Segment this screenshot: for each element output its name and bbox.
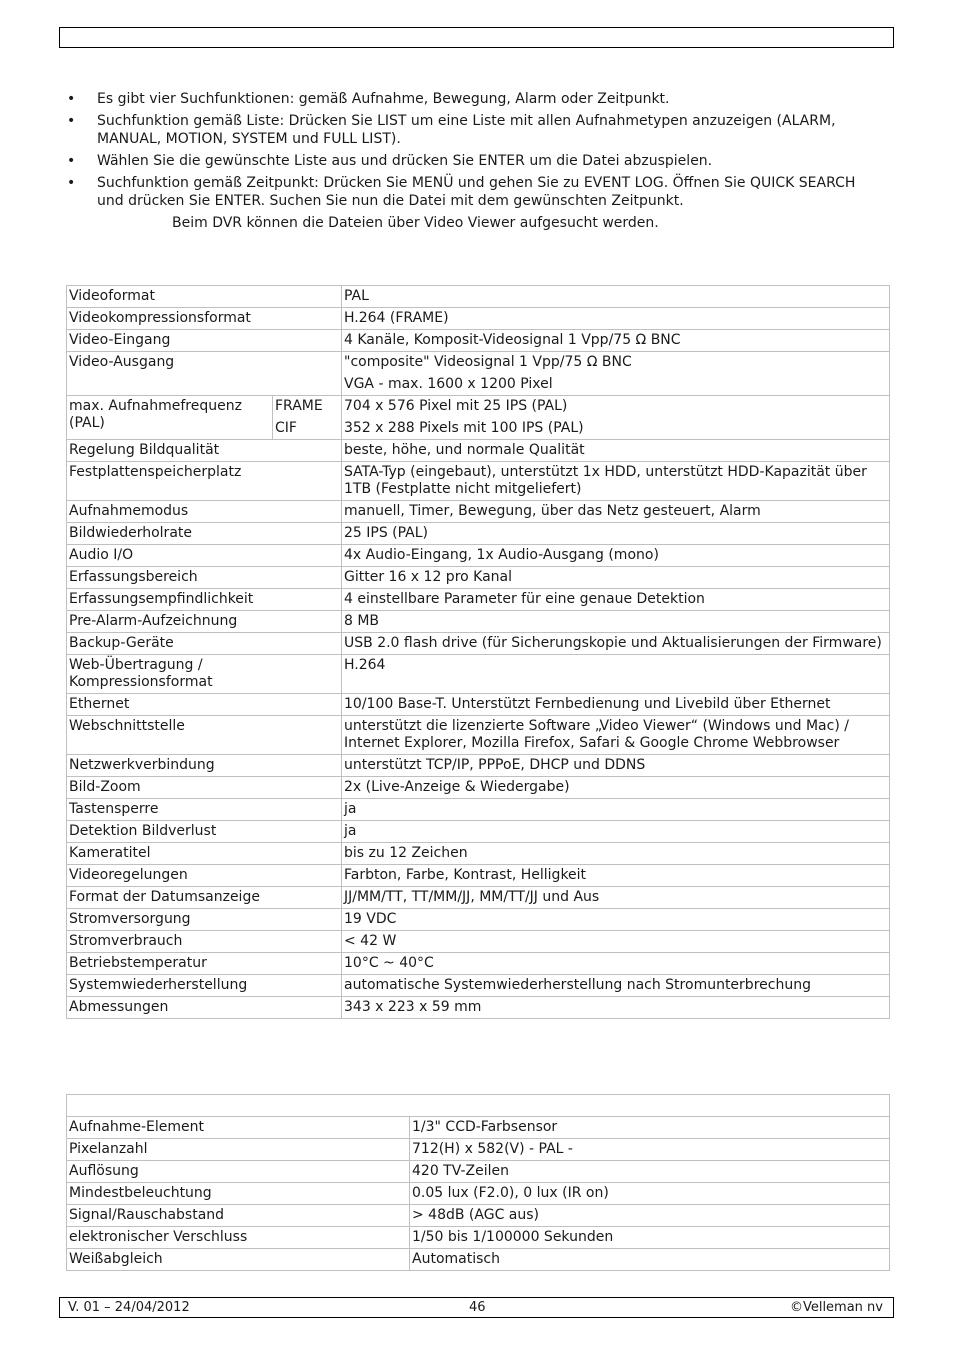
list-item: • Es gibt vier Suchfunktionen: gemäß Aufnahme, Bewegung, Alarm oder Zeitpunkt. bbox=[67, 91, 670, 107]
spec-label: Aufnahme-Element bbox=[67, 1117, 410, 1139]
table-row bbox=[67, 1117, 890, 1139]
spec-label: Abmessungen bbox=[67, 997, 342, 1019]
table-row bbox=[67, 887, 890, 909]
camera-table-header bbox=[67, 1095, 890, 1117]
list-item: • Suchfunktion gemäß Liste: Drücken Sie LIST um eine Liste mit allen Aufnahmetypen anzuzeigen (ALARM, MANUAL, MOTION, SYSTEM und FULL LIST). bbox=[67, 113, 836, 147]
table-row bbox=[67, 975, 890, 997]
spec-value: > 48dB (AGC aus) bbox=[410, 1205, 890, 1227]
spec-label: Stromverbrauch bbox=[67, 931, 342, 953]
spec-value: H.264 (FRAME) bbox=[342, 308, 890, 330]
table-row bbox=[67, 1139, 890, 1161]
spec-label: elektronischer Verschluss bbox=[67, 1227, 410, 1249]
table-row bbox=[67, 777, 890, 799]
spec-value: "composite" Videosignal 1 Vpp/75 Ω BNC VGA - max. 1600 x 1200 Pixel bbox=[342, 352, 890, 396]
table-row bbox=[67, 799, 890, 821]
spec-value: ja bbox=[342, 821, 890, 843]
spec-sublabel: FRAME CIF bbox=[273, 396, 342, 440]
bullet-icon: • bbox=[67, 153, 76, 169]
spec-value: 1/50 bis 1/100000 Sekunden bbox=[410, 1227, 890, 1249]
table-row bbox=[67, 755, 890, 777]
spec-label: Kameratitel bbox=[67, 843, 342, 865]
page-footer bbox=[59, 1297, 894, 1318]
spec-label: Systemwiederherstellung bbox=[67, 975, 342, 997]
spec-label: Signal/Rauschabstand bbox=[67, 1205, 410, 1227]
table-row bbox=[67, 1095, 890, 1117]
spec-value: SATA-Typ (eingebaut), unterstützt 1x HDD, unterstützt HDD-Kapazität über 1TB (Festplatte nicht mitgeliefert) bbox=[342, 462, 890, 501]
table-row bbox=[67, 1183, 890, 1205]
spec-value: USB 2.0 flash drive (für Sicherungskopie und Aktualisierungen der Firmware) bbox=[342, 633, 890, 655]
spec-label: Videoformat bbox=[67, 286, 342, 308]
table-row bbox=[67, 286, 890, 308]
spec-value: automatische Systemwiederherstellung nach Stromunterbrechung bbox=[342, 975, 890, 997]
camera-spec-table bbox=[66, 1094, 890, 1271]
spec-value: JJ/MM/TT, TT/MM/JJ, MM/TT/JJ und Aus bbox=[342, 887, 890, 909]
table-row bbox=[67, 1161, 890, 1183]
table-row bbox=[67, 821, 890, 843]
table-row bbox=[67, 611, 890, 633]
spec-label: Regelung Bildqualität bbox=[67, 440, 342, 462]
table-row bbox=[67, 440, 890, 462]
spec-label: Erfassungsempfindlichkeit bbox=[67, 589, 342, 611]
spec-label: Web-Übertragung / Kompressionsformat bbox=[67, 655, 342, 694]
spec-value: 8 MB bbox=[342, 611, 890, 633]
search-instructions-list bbox=[66, 90, 886, 214]
table-row bbox=[67, 567, 890, 589]
table-row bbox=[67, 589, 890, 611]
spec-label: Weißabgleich bbox=[67, 1249, 410, 1271]
spec-value: 10/100 Base-T. Unterstützt Fernbedienung und Livebild über Ethernet bbox=[342, 694, 890, 716]
list-item: • Suchfunktion gemäß Zeitpunkt: Drücken Sie MENÜ und gehen Sie zu EVENT LOG. Öffnen Sie QUICK SEARCH und drücken Sie ENTER. Suchen Sie nun die Datei mit dem gewünschten Zeitpunkt. bbox=[67, 175, 856, 209]
spec-label: Backup-Geräte bbox=[67, 633, 342, 655]
spec-label: Video-Eingang bbox=[67, 330, 342, 352]
bullet-icon: • bbox=[67, 113, 76, 129]
table-row bbox=[67, 308, 890, 330]
spec-label: Video-Ausgang bbox=[67, 352, 342, 396]
table-row bbox=[67, 655, 890, 694]
spec-value: unterstützt die lizenzierte Software „Video Viewer“ (Windows und Mac) / Internet Explorer, Mozilla Firefox, Safari & Google Chrome Webbrowser bbox=[342, 716, 890, 755]
spec-label: max. Aufnahmefrequenz (PAL) bbox=[67, 396, 273, 440]
spec-value: bis zu 12 Zeichen bbox=[342, 843, 890, 865]
spec-label: Webschnittstelle bbox=[67, 716, 342, 755]
table-row bbox=[67, 633, 890, 655]
video-viewer-note: Beim DVR können die Dateien über Video Viewer aufgesucht werden. bbox=[172, 215, 659, 231]
page-header-box bbox=[59, 27, 894, 48]
table-row bbox=[67, 396, 890, 440]
spec-value: H.264 bbox=[342, 655, 890, 694]
spec-label: Bild-Zoom bbox=[67, 777, 342, 799]
table-row bbox=[67, 523, 890, 545]
spec-label: Ethernet bbox=[67, 694, 342, 716]
spec-value: 4 einstellbare Parameter für eine genaue Detektion bbox=[342, 589, 890, 611]
spec-value: 19 VDC bbox=[342, 909, 890, 931]
spec-label: Detektion Bildverlust bbox=[67, 821, 342, 843]
spec-value: 4x Audio-Eingang, 1x Audio-Ausgang (mono) bbox=[342, 545, 890, 567]
table-row bbox=[67, 694, 890, 716]
spec-value: PAL bbox=[342, 286, 890, 308]
spec-value: 1/3" CCD-Farbsensor bbox=[410, 1117, 890, 1139]
spec-value: 420 TV-Zeilen bbox=[410, 1161, 890, 1183]
footer-copyright: ©Velleman nv bbox=[789, 1300, 883, 1315]
spec-value: 10°C ~ 40°C bbox=[342, 953, 890, 975]
table-row bbox=[67, 1227, 890, 1249]
table-row bbox=[67, 716, 890, 755]
table-row bbox=[67, 352, 890, 396]
table-row bbox=[67, 545, 890, 567]
spec-value: < 42 W bbox=[342, 931, 890, 953]
footer-page-number: 46 bbox=[469, 1300, 486, 1315]
spec-value: Automatisch bbox=[410, 1249, 890, 1271]
table-row bbox=[67, 1205, 890, 1227]
table-row bbox=[67, 865, 890, 887]
table-row bbox=[67, 1249, 890, 1271]
spec-value: 4 Kanäle, Komposit-Videosignal 1 Vpp/75 Ω BNC bbox=[342, 330, 890, 352]
spec-label: Stromversorgung bbox=[67, 909, 342, 931]
spec-value: manuell, Timer, Bewegung, über das Netz gesteuert, Alarm bbox=[342, 501, 890, 523]
spec-value: Farbton, Farbe, Kontrast, Helligkeit bbox=[342, 865, 890, 887]
spec-value: 25 IPS (PAL) bbox=[342, 523, 890, 545]
spec-label: Format der Datumsanzeige bbox=[67, 887, 342, 909]
spec-label: Aufnahmemodus bbox=[67, 501, 342, 523]
table-row bbox=[67, 462, 890, 501]
spec-value: 712(H) x 582(V) - PAL - bbox=[410, 1139, 890, 1161]
spec-value: 2x (Live-Anzeige & Wiedergabe) bbox=[342, 777, 890, 799]
spec-label: Auflösung bbox=[67, 1161, 410, 1183]
table-row bbox=[67, 501, 890, 523]
spec-value: 0.05 lux (F2.0), 0 lux (IR on) bbox=[410, 1183, 890, 1205]
spec-label: Pixelanzahl bbox=[67, 1139, 410, 1161]
table-row bbox=[67, 909, 890, 931]
spec-value: unterstützt TCP/IP, PPPoE, DHCP und DDNS bbox=[342, 755, 890, 777]
footer-version: V. 01 – 24/04/2012 bbox=[68, 1300, 190, 1315]
bullet-icon: • bbox=[67, 175, 76, 191]
dvr-spec-table bbox=[66, 285, 890, 1019]
table-row bbox=[67, 953, 890, 975]
spec-label: Festplattenspeicherplatz bbox=[67, 462, 342, 501]
spec-value: 704 x 576 Pixel mit 25 IPS (PAL) 352 x 288 Pixels mit 100 IPS (PAL) bbox=[342, 396, 890, 440]
spec-value: 343 x 223 x 59 mm bbox=[342, 997, 890, 1019]
spec-label: Videoregelungen bbox=[67, 865, 342, 887]
table-row bbox=[67, 330, 890, 352]
spec-value: beste, höhe, und normale Qualität bbox=[342, 440, 890, 462]
spec-label: Netzwerkverbindung bbox=[67, 755, 342, 777]
spec-value: ja bbox=[342, 799, 890, 821]
spec-label: Betriebstemperatur bbox=[67, 953, 342, 975]
bullet-icon: • bbox=[67, 91, 76, 107]
spec-label: Bildwiederholrate bbox=[67, 523, 342, 545]
spec-label: Pre-Alarm-Aufzeichnung bbox=[67, 611, 342, 633]
spec-label: Videokompressionsformat bbox=[67, 308, 342, 330]
spec-value: Gitter 16 x 12 pro Kanal bbox=[342, 567, 890, 589]
spec-label: Mindestbeleuchtung bbox=[67, 1183, 410, 1205]
list-item: • Wählen Sie die gewünschte Liste aus und drücken Sie ENTER um die Datei abzuspielen. bbox=[67, 153, 713, 169]
table-row bbox=[67, 997, 890, 1019]
spec-label: Audio I/O bbox=[67, 545, 342, 567]
spec-label: Tastensperre bbox=[67, 799, 342, 821]
table-row bbox=[67, 843, 890, 865]
spec-label: Erfassungsbereich bbox=[67, 567, 342, 589]
table-row bbox=[67, 931, 890, 953]
